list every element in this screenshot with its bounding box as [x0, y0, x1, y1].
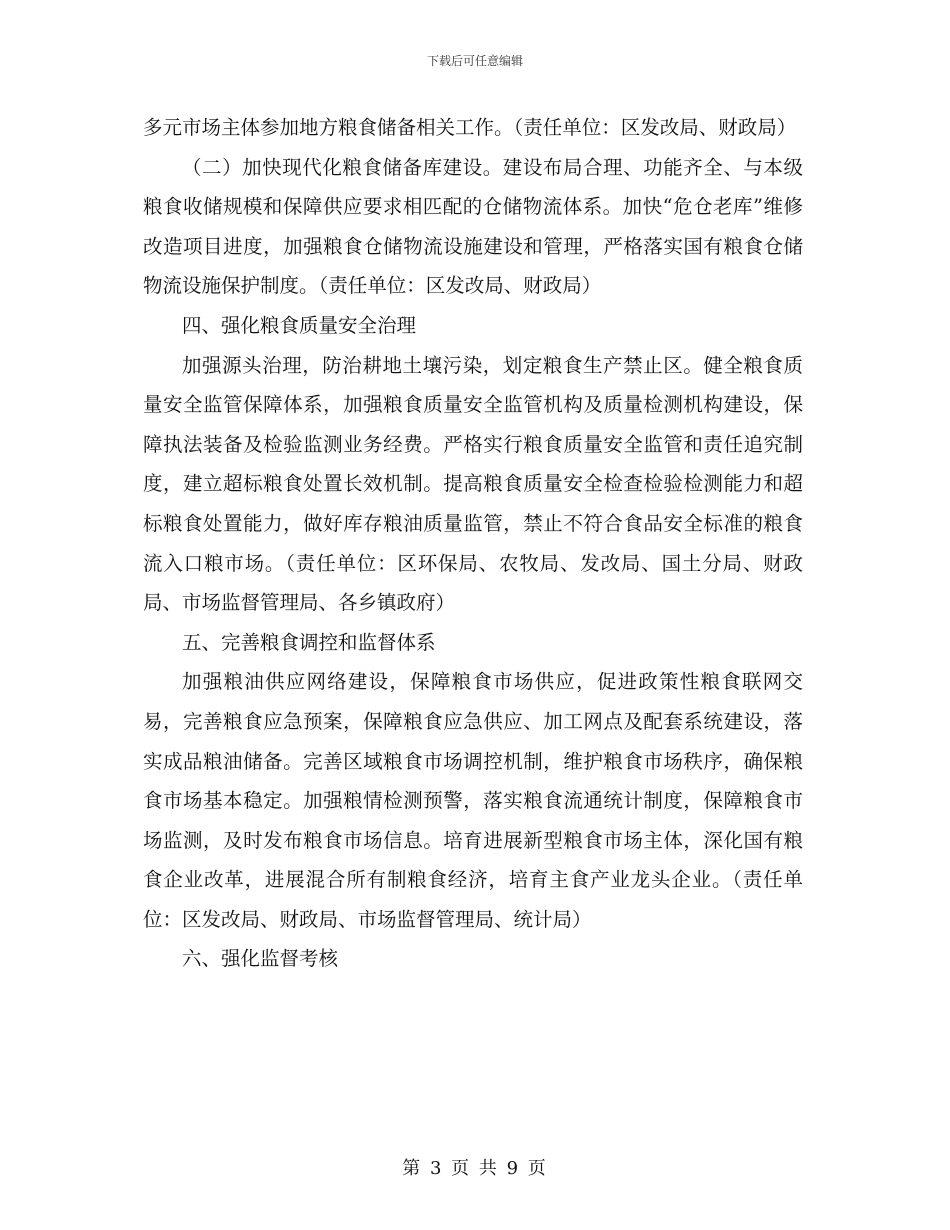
paragraph-quality-safety: 加强源头治理，防治耕地土壤污染，划定粮食生产禁止区。健全粮食质量安全监管保障体系，加强粮食质量安全监管机构及质量检测机构建设，保障执法装备及检验监测业务经费。严格实行粮食质量安全监管和责任追究制度，建立超标粮食处置长效机制。提高粮食质量安全检查检验检测能力和超标粮食处置能力，做好库存粮油质量监管，禁止不符合食品安全标准的粮食流入口粮市场。（责任单位：区环保局、农牧局、发改局、国土分局、财政局、市场监督管理局、各乡镇政府） — [143, 353, 803, 615]
document-body — [143, 108, 803, 979]
page-number-footer: 第 3 页 共 9 页 — [402, 1158, 548, 1179]
paragraph-continuation: 多元市场主体参加地方粮食储备相关工作。（责任单位：区发改局、财政局） — [143, 116, 797, 139]
section-heading-regulation-supervision: 五、完善粮食调控和监督体系 — [182, 630, 436, 654]
section-heading-quality-safety: 四、强化粮食质量安全治理 — [182, 313, 417, 337]
header-note: 下载后可任意编辑 — [426, 54, 523, 68]
section-heading-oversight-assessment: 六、强化监督考核 — [182, 947, 339, 971]
paragraph-storage-depot: （二）加快现代化粮食储备库建设。建设布局合理、功能齐全、与本级粮食收储规模和保障供应要求相匹配的仓储物流体系。加快“危仓老库”维修改造项目进度，加强粮食仓储物流设施建设和管理，严格落实国有粮食仓储物流设施保护制度。（责任单位：区发改局、财政局） — [143, 155, 803, 298]
paragraph-regulation-supervision: 加强粮油供应网络建设，保障粮食市场供应，促进政策性粮食联网交易，完善粮食应急预案，保障粮食应急供应、加工网点及配套系统建设，落实成品粮油储备。完善区域粮食市场调控机制，维护粮食市场秩序，确保粮食市场基本稳定。加强粮情检测预警，落实粮食流通统计制度，保障粮食市场监测，及时发布粮食市场信息。培育进展新型粮食市场主体，深化国有粮食企业改革，进展混合所有制粮食经济，培育主食产业龙头企业。（责任单位：区发改局、财政局、市场监督管理局、统计局） — [143, 670, 803, 931]
